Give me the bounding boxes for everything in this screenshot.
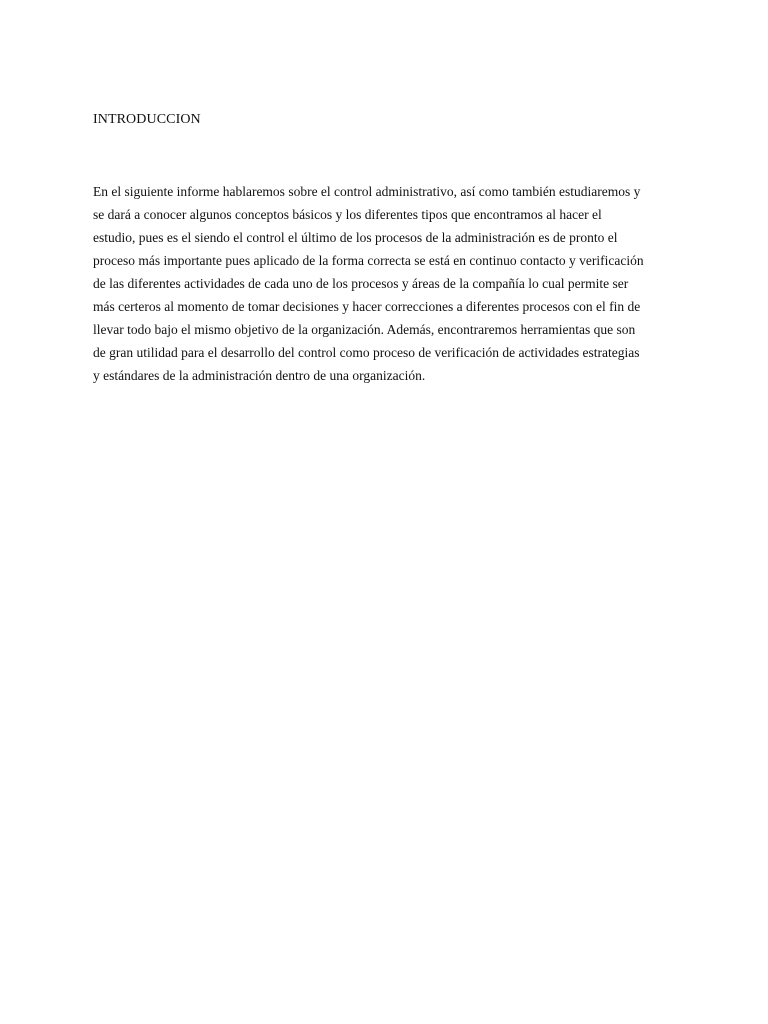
paragraph-line: de gran utilidad para el desarrollo del control como proceso de verificación de actividades estrategias (93, 345, 640, 360)
document-title: INTRODUCCION (93, 112, 201, 127)
paragraph-line: estudio, pues es el siendo el control el último de los procesos de la administración es de pronto el (93, 230, 618, 245)
paragraph-line: de las diferentes actividades de cada uno de los procesos y áreas de la compañía lo cual permite ser (93, 276, 629, 291)
paragraph-line: se dará a conocer algunos conceptos básicos y los diferentes tipos que encontramos al hacer el (93, 207, 602, 222)
introduction-paragraph (93, 180, 683, 387)
paragraph-line: más certeros al momento de tomar decisiones y hacer correcciones a diferentes procesos con el fin de (93, 299, 641, 314)
paragraph-line: En el siguiente informe hablaremos sobre el control administrativo, así como también estudiaremos y (93, 184, 641, 199)
paragraph-line: proceso más importante pues aplicado de la forma correcta se está en continuo contacto y verificación (93, 253, 644, 268)
paragraph-line: llevar todo bajo el mismo objetivo de la organización. Además, encontraremos herramientas que son (93, 322, 636, 337)
paragraph-line: y estándares de la administración dentro de una organización. (93, 368, 426, 383)
